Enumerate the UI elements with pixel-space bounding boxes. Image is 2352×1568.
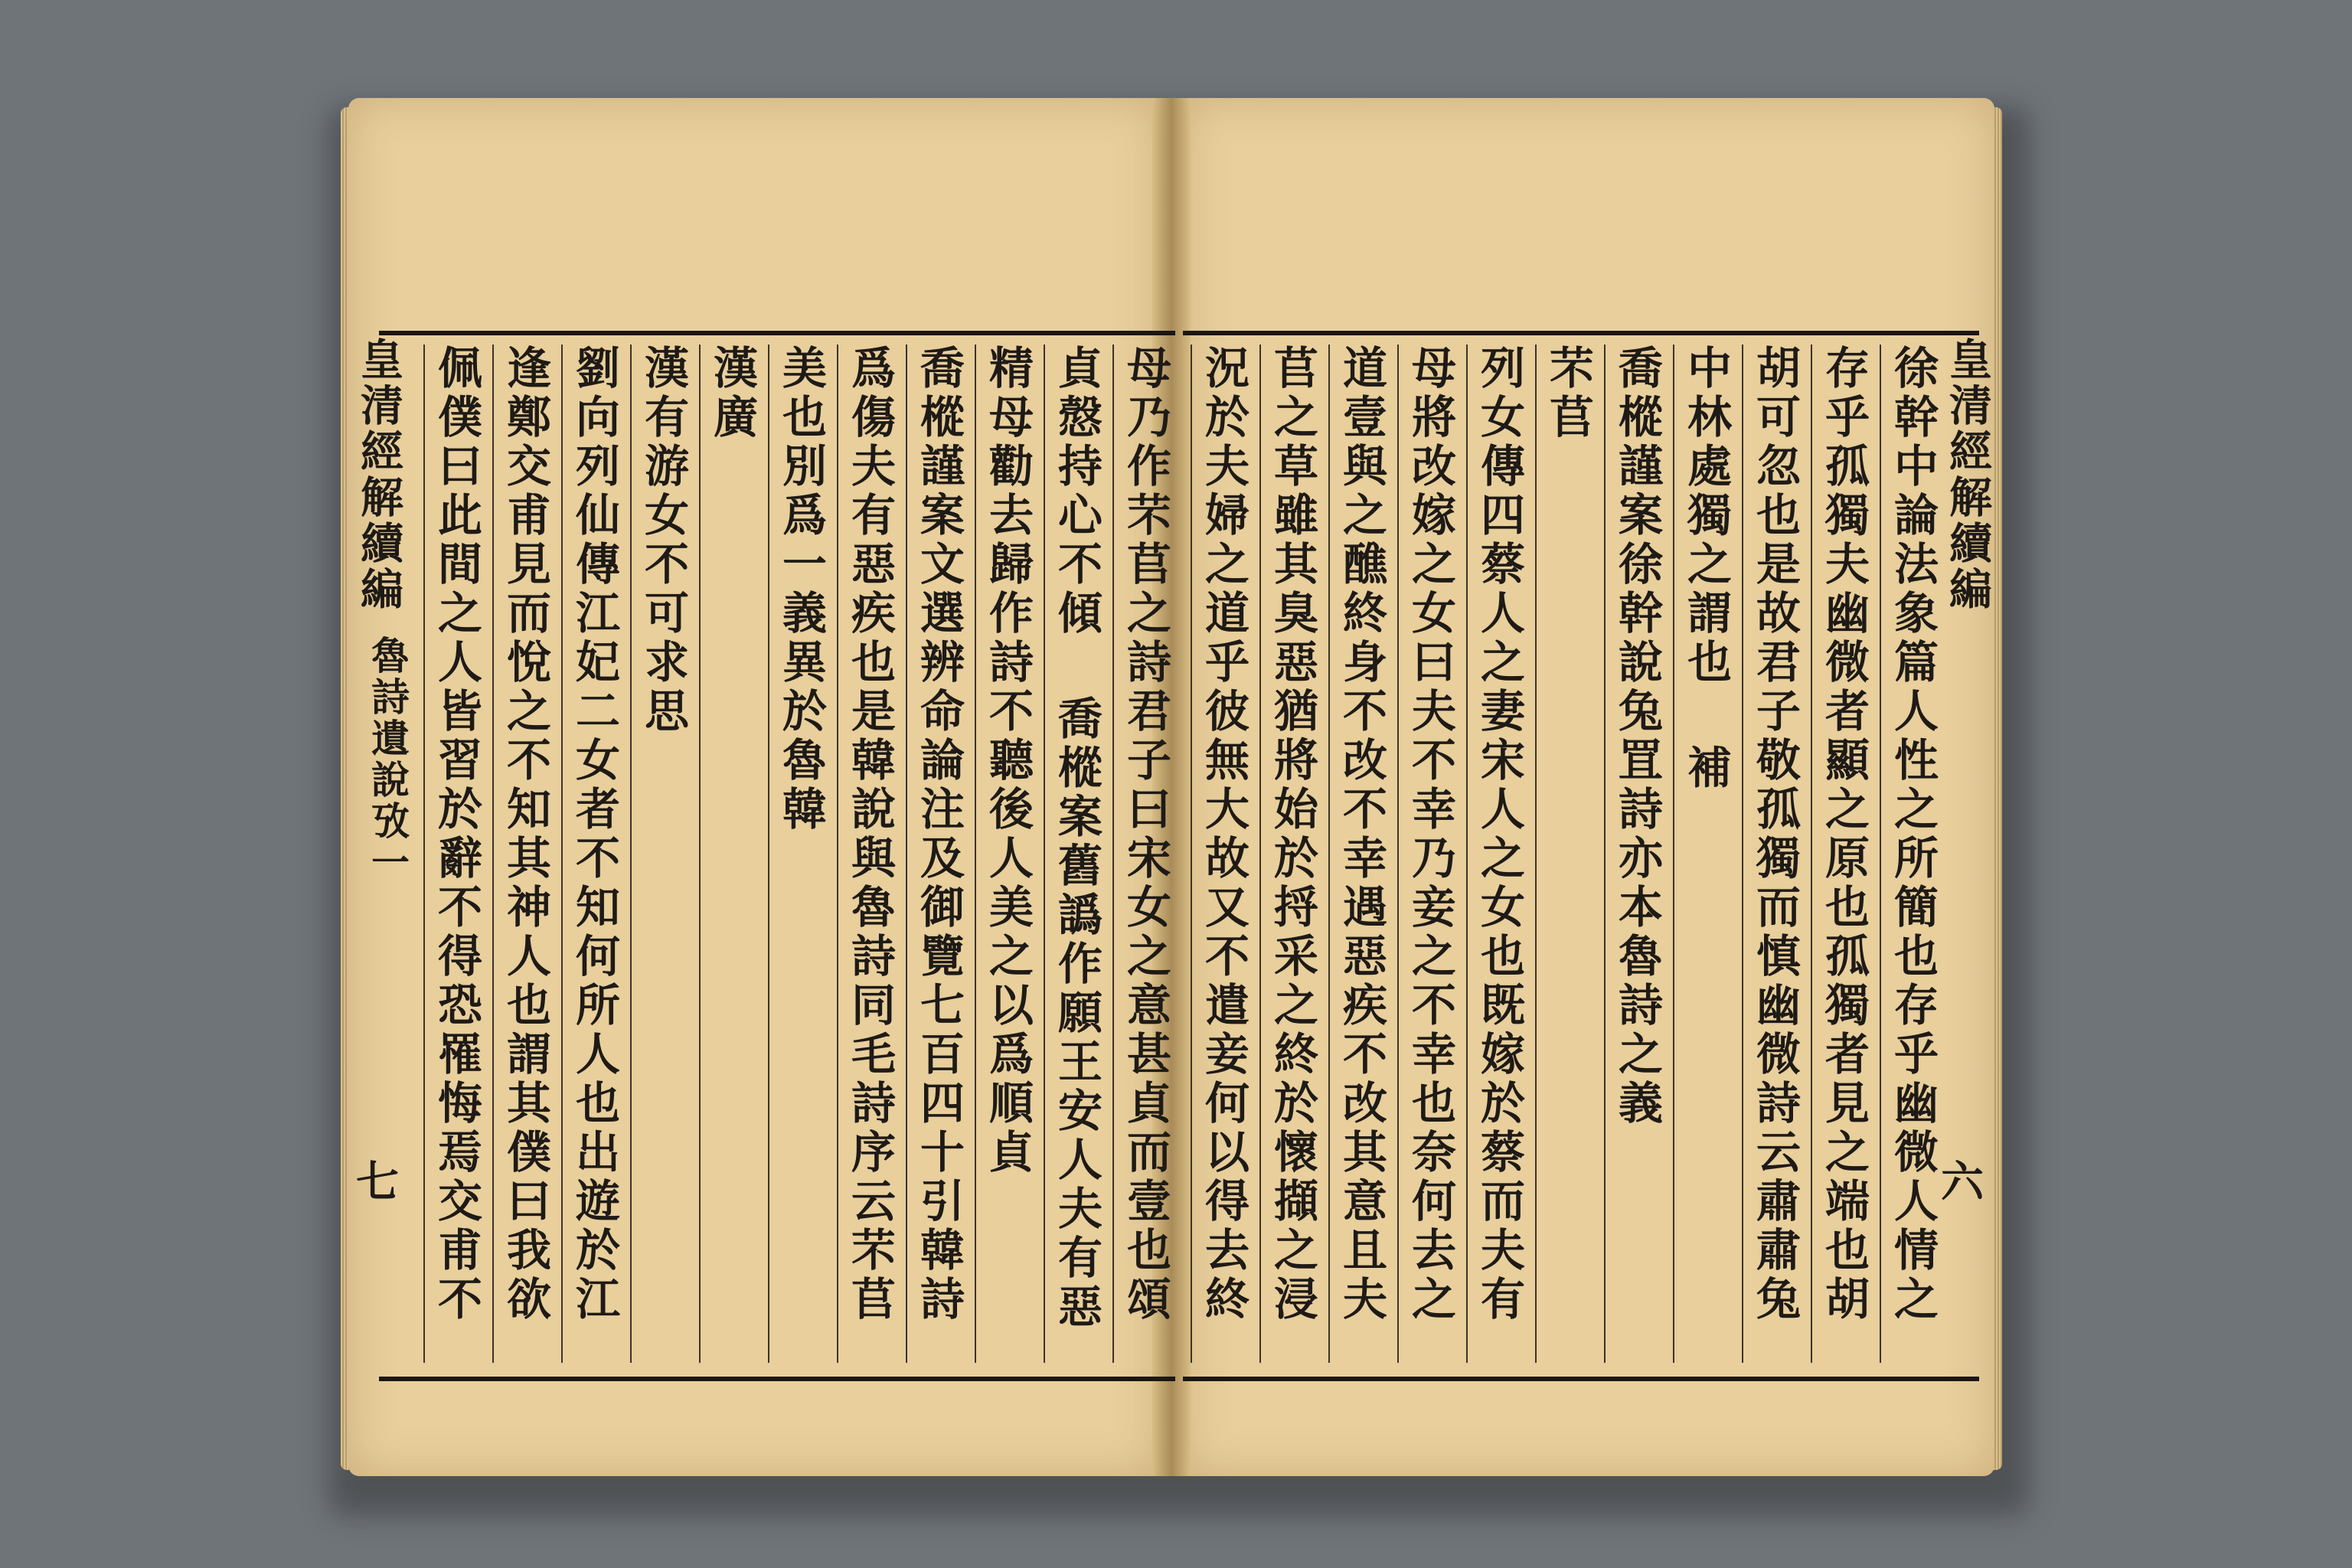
text-column: 中林處獨之謂也 補 bbox=[1673, 345, 1737, 1363]
text-column: 美也別爲一義異於魯韓 bbox=[768, 345, 832, 1363]
text-column: 精母勸去歸作詩不聽後人美之以爲順貞 bbox=[975, 345, 1039, 1363]
text-column: 道壹與之醮終身不改不幸遇惡疾不改其意且夫 bbox=[1328, 345, 1393, 1363]
left-text-frame bbox=[379, 331, 1175, 1381]
text-column: 爲傷夫有惡疾也是韓說與魯詩同毛詩序云芣苢 bbox=[837, 345, 901, 1363]
text-column: 列女傳四蔡人之妻宋人之女也既嫁於蔡而夫有 bbox=[1466, 345, 1530, 1363]
text-column: 漢有游女不可求思 bbox=[630, 345, 694, 1363]
text-column: 喬樅謹案文選辨命論注及御覽七百四十引韓詩 bbox=[906, 345, 970, 1363]
section-heading: 漢廣 bbox=[699, 345, 763, 1363]
text-column: 佩僕曰此間之人皆習於辭不得恐罹悔焉交甫不 bbox=[423, 345, 488, 1363]
right-margin-title: 皇清經解續編 bbox=[1942, 337, 1993, 612]
text-column: 貞慤持心不傾 喬樅案舊譌作願王安人夫有惡 bbox=[1044, 345, 1108, 1363]
left-margin-title: 皇清經解續編 bbox=[354, 337, 404, 612]
left-margin-subtitle: 魯詩遺說攷一 bbox=[365, 635, 410, 884]
text-column: 存乎孤獨夫幽微者顯之原也孤獨者見之端也胡 bbox=[1811, 345, 1875, 1363]
text-column: 逢鄭交甫見而悅之不知其神人也謂其僕曰我欲 bbox=[492, 345, 557, 1363]
text-column: 喬樅謹案徐幹說兔罝詩亦本魯詩之義 bbox=[1604, 345, 1668, 1363]
right-text-frame bbox=[1183, 331, 1979, 1381]
text-column: 徐幹中論法象篇人性之所簡也存乎幽微人情之 bbox=[1880, 345, 1944, 1363]
text-column: 劉向列仙傳江妃二女者不知何所人也出遊於江 bbox=[561, 345, 626, 1363]
text-column: 母將改嫁之女曰夫不幸乃妾之不幸也奈何去之 bbox=[1397, 345, 1462, 1363]
section-heading: 芣苢 bbox=[1535, 345, 1599, 1363]
text-column: 況於夫婦之道乎彼無大故又不遣妾何以得去終 bbox=[1191, 345, 1255, 1363]
right-page-number: 六 bbox=[1941, 1157, 1984, 1207]
text-column: 母乃作芣苢之詩君子曰宋女之意甚貞而壹也頌 bbox=[1112, 345, 1177, 1363]
left-page-number: 七 bbox=[356, 1157, 399, 1207]
text-column: 胡可忽也是故君子敬孤獨而慎幽微詩云肅肅兔 bbox=[1742, 345, 1806, 1363]
text-column: 苢之草雖其臭惡猶將始於捋采之終於懷擷之浸 bbox=[1259, 345, 1324, 1363]
